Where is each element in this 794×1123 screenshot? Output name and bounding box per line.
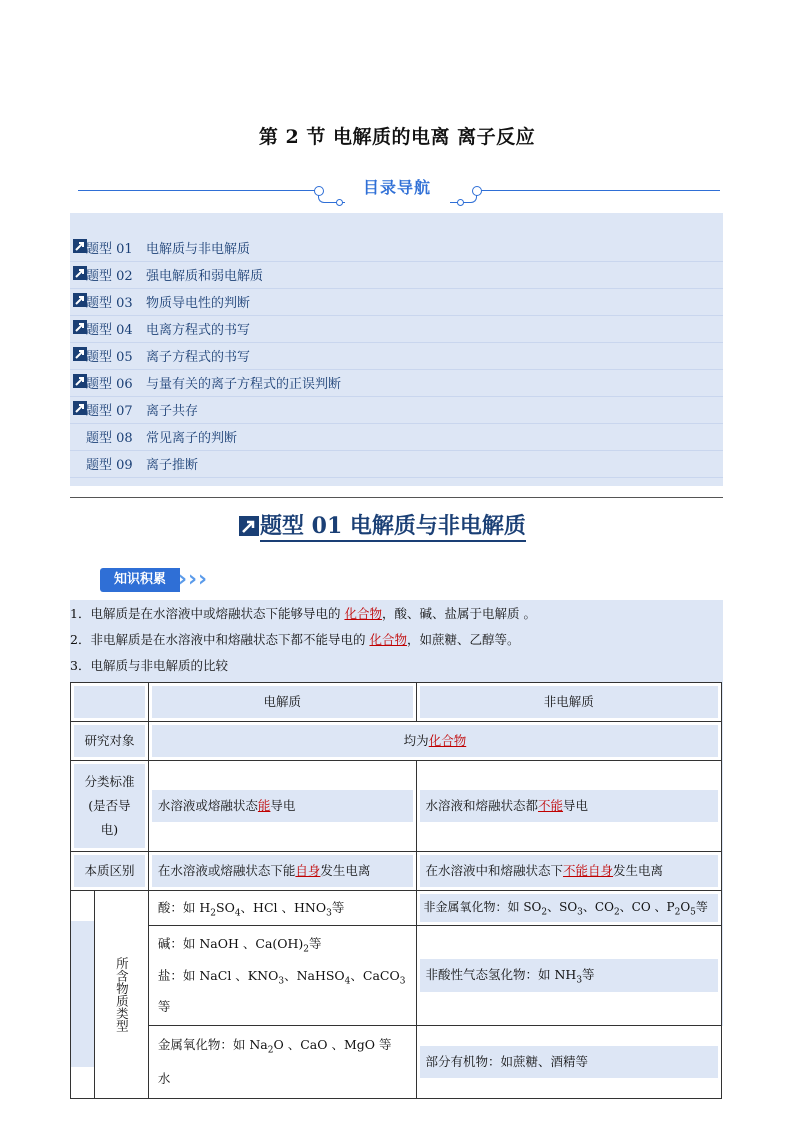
toc-item[interactable] [70, 289, 723, 316]
link-arrow-icon [73, 347, 87, 361]
toc-box [70, 213, 723, 486]
toc-item-text: 离子方程式的书写 [146, 350, 251, 365]
row-label: 本质区别 [74, 855, 145, 887]
point-2: 2．非电解质是在水溶液中和熔融状态下都不能导电的 化合物，如蔗糖、乙醇等。 [70, 632, 520, 647]
toc-item-label: 题型 08 [86, 431, 133, 446]
table-cell: 金属氧化物：如 $Na_2O$ 、CaO 、MgO 等 水 [148, 1026, 416, 1099]
nav-dot-icon [472, 186, 482, 196]
table-cell: 酸：如 $H_2SO_4$、HCl 、$HNO_3$等 [148, 891, 416, 926]
chevron-right-icon: › [178, 567, 188, 592]
chevron-right-icon: › [188, 567, 198, 592]
toc-divider [70, 497, 723, 498]
table-cell: 在水溶液中和熔融状态下不能自身发生电离 [420, 855, 719, 887]
table-cell: 水溶液和熔融状态都不能导电 [420, 790, 719, 822]
point-3: 3．电解质与非电解质的比较 [70, 658, 228, 673]
table-row [71, 683, 722, 722]
page-title: 第 2 节 电解质的电离 离子反应 [258, 126, 536, 148]
point-1: 1．电解质是在水溶液中或熔融状态下能够导电的 化合物，酸、碱、盐属于电解质 。 [70, 606, 536, 621]
nav-dot-icon [457, 199, 464, 206]
nav-dot-icon [314, 186, 324, 196]
toc-item-text: 与量有关的离子方程式的正误判断 [146, 377, 342, 392]
table-row [71, 1026, 722, 1099]
link-arrow-icon [73, 239, 87, 253]
table-row [71, 722, 722, 761]
row-label: 分类标准 (是否导电) [74, 764, 145, 848]
toc-item[interactable] [70, 343, 723, 370]
toc-item-text: 物质导电性的判断 [146, 296, 251, 311]
toc-item[interactable] [70, 262, 723, 289]
table-cell: 非酸性气态氢化物：如 $NH_3$等 [416, 926, 722, 1026]
link-arrow-icon [238, 515, 260, 537]
toc-item-label: 题型 03 [86, 296, 133, 311]
link-arrow-icon [73, 266, 87, 280]
toc-item-text: 电离方程式的书写 [146, 323, 251, 338]
toc-item[interactable] [70, 370, 723, 397]
chevron-right-icon: › [198, 567, 208, 592]
row-label: 研究对象 [74, 725, 145, 757]
nav-line-right [478, 190, 720, 191]
toc-item[interactable] [70, 451, 723, 478]
row-label: 所含物质类型 [114, 956, 130, 1032]
link-arrow-icon [73, 320, 87, 334]
toc-item-text: 离子推断 [146, 458, 199, 473]
table-cell: 非金属氧化物：如 $SO_2$、$SO_3$、$CO_2$、CO 、$P_2O_5$等 [416, 891, 722, 926]
header-electrolyte: 电解质 [152, 686, 413, 718]
toc-item[interactable] [70, 424, 723, 451]
table-cell: 部分有机物：如蔗糖、酒精等 [416, 1026, 722, 1099]
toc-item-label: 题型 06 [86, 377, 133, 392]
toc-item-label: 题型 04 [86, 323, 133, 338]
link-arrow-icon [73, 293, 87, 307]
toc-item-text: 常见离子的判断 [146, 431, 238, 446]
toc-item-text: 电解质与非电解质 [146, 242, 251, 257]
table-cell: 碱：如 NaOH 、$Ca(OH)_2$等 盐：如 NaCl 、$KNO_3$、NaHSO$_4$、CaCO$_3$等 [148, 926, 416, 1026]
nav-title: 目录导航 [362, 178, 431, 197]
toc-item-text: 离子共存 [146, 404, 199, 419]
link-arrow-icon [73, 374, 87, 388]
toc-item-label: 题型 02 [86, 269, 133, 284]
toc-item[interactable] [70, 316, 723, 343]
table-row [71, 891, 722, 926]
toc-item-text: 强电解质和弱电解质 [146, 269, 264, 284]
table-row [71, 852, 722, 891]
toc-item[interactable] [70, 235, 723, 262]
table-row [71, 926, 722, 1026]
table-cell: 水溶液或熔融状态能导电 [152, 790, 413, 822]
comparison-table [70, 682, 722, 1099]
toc-item-label: 题型 05 [86, 350, 133, 365]
nav-dot-icon [336, 199, 343, 206]
table-cell: 均为化合物 [152, 725, 718, 757]
nav-line-left [78, 190, 318, 191]
table-cell: 在水溶液或熔融状态下能自身发生电离 [152, 855, 413, 887]
section-heading-text: 题型 01 电解质与非电解质 [260, 512, 526, 542]
toc-item-label: 题型 01 [86, 242, 133, 257]
toc-item-label: 题型 07 [86, 404, 133, 419]
table-row [71, 761, 722, 852]
link-arrow-icon [73, 401, 87, 415]
toc-item-label: 题型 09 [86, 458, 133, 473]
header-nonelectrolyte: 非电解质 [420, 686, 719, 718]
knowledge-badge: 知识积累 [100, 568, 180, 592]
toc-item[interactable] [70, 397, 723, 424]
